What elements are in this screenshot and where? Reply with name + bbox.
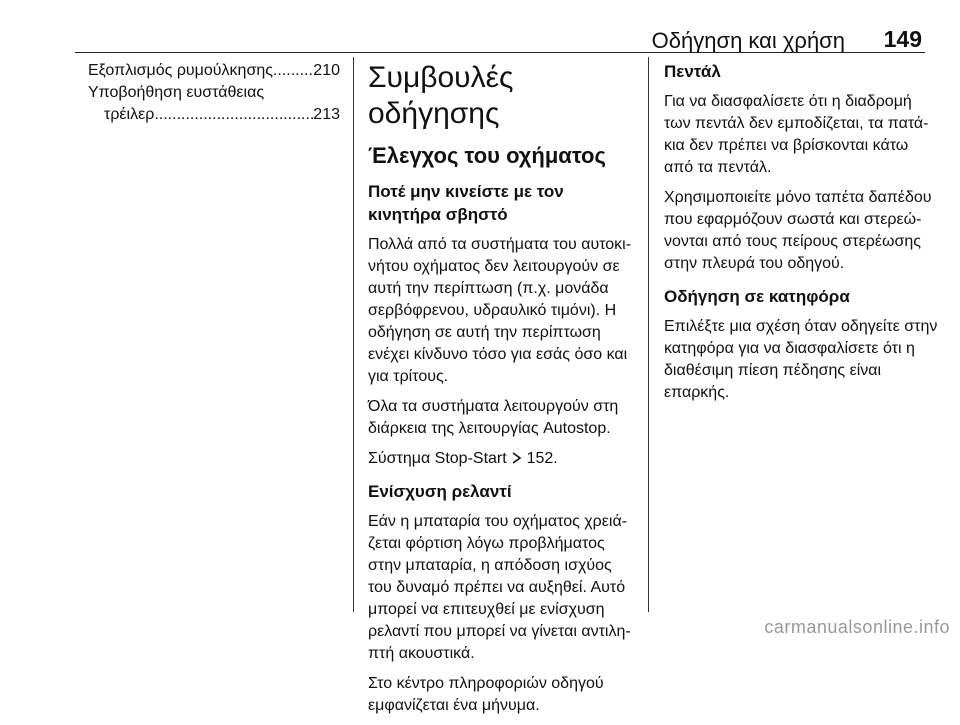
toc-entry-page: 210: [313, 62, 340, 79]
toc-leader: [273, 60, 313, 82]
content-column-2: [368, 60, 636, 725]
header-rule: [75, 52, 925, 53]
paragraph: Πολλά από τα συστήματα του αυτοκινήτου οχήματος δεν λειτουργούν σε αυτή την περίπτωση (π.χ. μονάδα σερβόφρενου, υδραυλικό τιμόνι). Η οδήγηση σε αυτή την περίπτωση ενέχει κίνδυνο τόσο για εσάς όσο και για τρίτους.: [368, 236, 632, 385]
toc-entry-label-cont: τρέιλερ: [104, 106, 155, 123]
toc-entry-label: Υποβοήθηση ευστάθειας: [88, 84, 265, 101]
section-heading: Έλεγχος του οχήματος: [368, 143, 606, 168]
subheading-pedals: Πεντάλ: [664, 62, 721, 81]
subheading-idle-boost: Ενίσχυση ρελαντί: [368, 482, 512, 501]
page-number: 149: [883, 26, 922, 52]
chapter-title: Οδήγηση και χρήση: [651, 28, 845, 53]
section-title: Συμβουλές οδήγησης: [368, 61, 514, 130]
paragraph: Χρησιμοποιείτε μόνο ταπέτα δαπέδου που εφαρμόζουν σωστά και στερεώνονται από τους πείρους στερέωσης στην πλευρά του οδηγού.: [664, 189, 932, 272]
column-divider-1: [353, 57, 354, 612]
paragraph: Για να διασφαλίσετε ότι η διαδρομή των πεντάλ δεν εμποδίζεται, τα πατάκια δεν πρέπει να βρίσκονται κάτω από τα πεντάλ.: [664, 93, 929, 176]
toc-entry-trailer-stability[interactable]: [88, 82, 340, 126]
reference-arrow-icon: [511, 450, 526, 467]
paragraph: Εάν η μπαταρία του οχήματος χρειάζεται φόρτιση λόγω προβλήματος στην μπαταρία, η απόδοση ισχύος του δυναμό πρέπει να αυξηθεί. Αυτό μπορεί να επιτευχθεί με ενίσχυση ρελαντί που μπορεί να γίνεται αντιληπτή ακουστικά.: [368, 513, 631, 662]
cross-reference[interactable]: Σύστημα Stop-Start 152.: [368, 450, 558, 467]
subheading-engine-off: Ποτέ μην κινείστε με τον κινητήρα σβηστό: [368, 182, 564, 224]
paragraph: Στο κέντρο πληροφοριών οδηγού εμφανίζεται ένα μήνυμα.: [368, 675, 604, 714]
paragraph: Επιλέξτε μια σχέση όταν οδηγείτε στην κατηφόρα για να διασφαλίσετε ότι η διαθέσιμη πίεση πέδησης είναι επαρκής.: [664, 318, 938, 401]
content-column-3: [664, 60, 940, 412]
paragraph: Όλα τα συστήματα λειτουργούν στη διάρκεια της λειτουργίας Autostop.: [368, 398, 619, 437]
toc-entry-label: Εξοπλισμός ρυμούλκησης: [88, 62, 273, 79]
column-divider-2: [648, 57, 649, 612]
toc-leader: [154, 104, 313, 126]
toc-entry-towing[interactable]: [88, 60, 340, 82]
watermark: carmanualsonline.info: [764, 617, 950, 637]
toc-column: [88, 60, 340, 126]
subheading-downhill: Οδήγηση σε κατηφόρα: [664, 287, 850, 306]
toc-entry-page: 213: [313, 106, 340, 123]
